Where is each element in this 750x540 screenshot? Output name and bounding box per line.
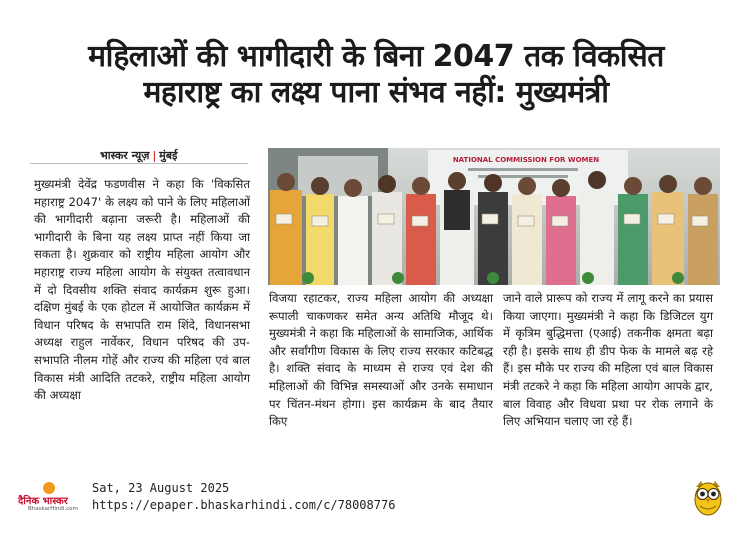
article-column-1: [34, 176, 250, 405]
headline: [18, 40, 734, 109]
byline: [100, 148, 177, 163]
epaper-url[interactable]: https://epaper.bhaskarhindi.com/c/78008776: [92, 498, 396, 512]
event-photo-illustration: [268, 148, 720, 285]
logo-text: दैनिक भास्कर: [18, 496, 68, 507]
dainik-bhaskar-logo[interactable]: [18, 482, 82, 512]
owl-mascot-icon: [692, 479, 724, 517]
edition-date: Sat, 23 August 2025: [92, 481, 230, 495]
headline-line-2: महाराष्ट्र का लक्ष्य पाना संभव नहीं: मुख्यमंत्री: [143, 74, 609, 110]
logo-subtext: BhaskarHindi.com: [28, 506, 78, 512]
article-text-col3: जाने वाले प्रारूप को राज्य में लागू करने का प्रयास किया जाएगा। मुख्यमंत्री ने कहा कि डिजिटल युग में कृत्रिम बुद्धिमत्ता (एआई) तकनीक क्षमता बढ़ा रही है। इसके साथ ही डीप फेक के मामले बढ़ रहे हैं। इस मौके पर राज्य की महिला एवं बाल विकास मंत्री तटकरे ने कहा कि महिला आयोग आपके द्वार, बाल विवाह और विधवा प्रथा पर रोक लगाने के लिए अभियान चलाए जा रहे हैं।: [503, 291, 713, 429]
article-column-3: [503, 290, 713, 431]
news-photo: [268, 148, 720, 285]
byline-city: मुंबई: [159, 149, 178, 162]
article-column-2: [269, 290, 493, 431]
article-text-col2: विजया रहाटकर, राज्य महिला आयोग की अध्यक्षा रूपाली चाकणकर समेत अन्य अतिथि मौजूद थे। मुख्यमंत्री ने कहा कि महिलाओं के सामाजिक, आर्थिक और सर्वांगीण विकास के लिए राज्य सरकार कटिबद्ध है। शक्ति संवाद के माध्यम से राज्य एवं देश की महिलाओं की विभिन्न समस्याओं और उनके समाधान पर चिंतन-मंथन होगा। इस कार्यक्रम के बाद तैयार किए: [269, 291, 493, 429]
photo-banner-text: NATIONAL COMMISSION FOR WOMEN: [452, 156, 600, 164]
byline-source: भास्कर न्यूज़: [100, 149, 150, 162]
headline-line-1: महिलाओं की भागीदारी के बिना 2047 तक विकसित: [88, 39, 664, 74]
byline-separator: |: [152, 149, 157, 162]
byline-rule: [30, 163, 248, 164]
article-text-col1: मुख्यमंत्री देवेंद्र फडणवीस ने कहा कि 'विकसित महाराष्ट्र 2047' के लक्ष्य को पाने के लिए महिलाओं की भागीदारी बढ़ाना जरूरी है। महिलाओं की भागीदारी के बिना यह लक्ष्य प्राप्त नहीं किया जा सकता है। शुक्रवार को राष्ट्रीय महिला आयोग और महाराष्ट्र राज्य महिला आयोग के संयुक्त तत्वावधान में दो दिवसीय शक्ति संवाद कार्यक्रम शुरू हुआ। दक्षिण मुंबई के एक होटल में आयोजित कार्यक्रम में विधान परिषद के सभापति राम शिंदे, विधानसभा अध्यक्ष राहुल नार्वेकर, विधान परिषद की उप-सभापति नीलम गोहें और राज्य की महिला एवं बाल विकास मंत्री आदिति तटकरे, राष्ट्रीय महिला आयोग की अध्यक्षा: [34, 177, 250, 403]
